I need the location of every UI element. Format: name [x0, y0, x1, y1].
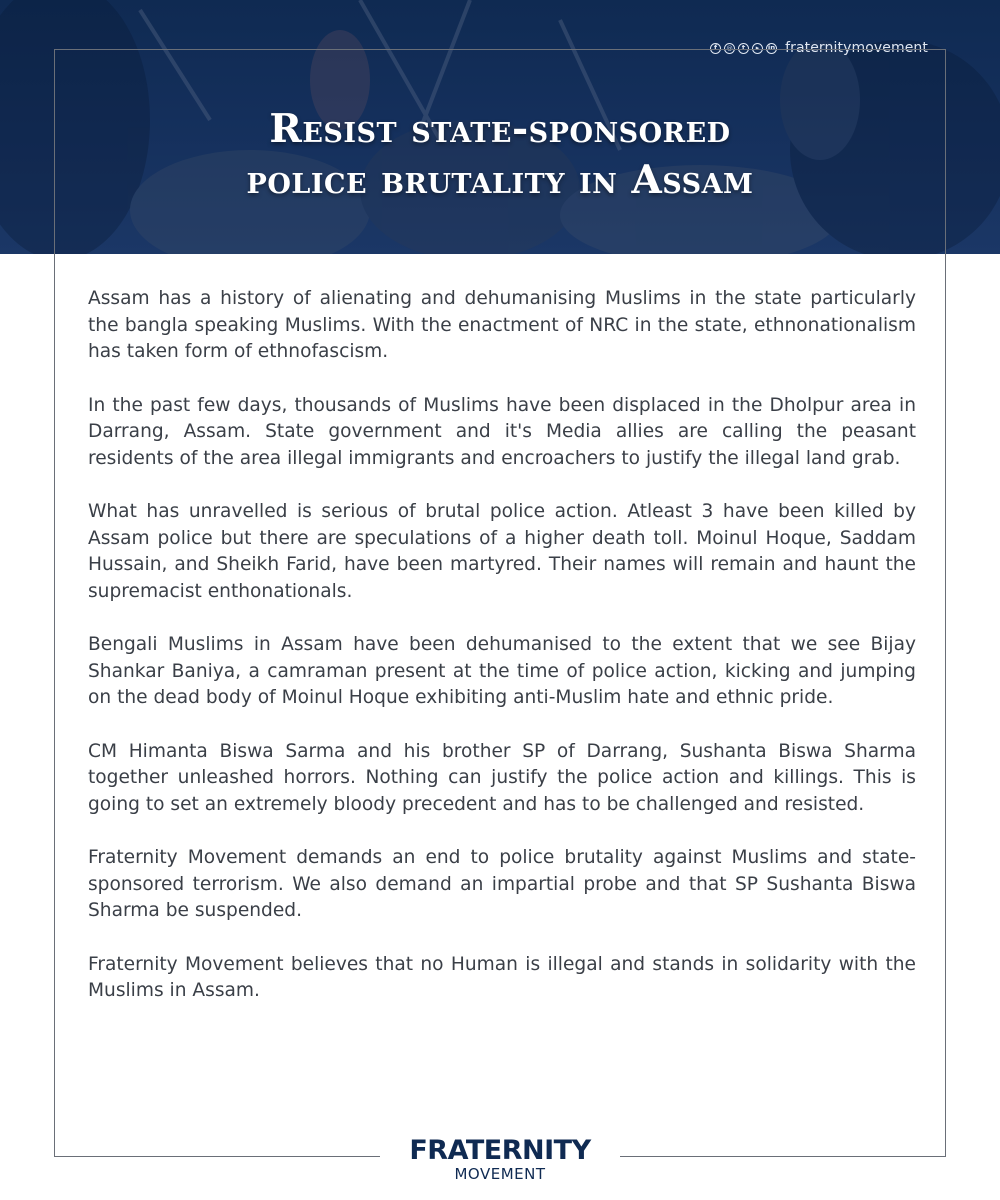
facebook-icon: f — [710, 43, 721, 54]
twitter-icon: t — [738, 43, 749, 54]
title-line-1: Resist state-sponsored — [269, 106, 731, 152]
youtube-icon: ▸ — [752, 43, 763, 54]
paragraph-6: Fraternity Movement demands an end to police brutality against Muslims and state-sponsored terrorism. We also demand an impartial probe and that SP Sushanta Biswa Sharma be suspended. — [88, 847, 916, 921]
social-handle: fraternitymovement — [785, 40, 928, 56]
paragraph-5: CM Himanta Biswa Sarma and his brother SP of Darrang, Sushanta Biswa Sharma together unleashed horrors. Nothing can justify the police action and killings. This is going to set an extremely bloody precedent and has to be challenged and resisted. — [88, 740, 916, 815]
title-line-2: police brutality in Assam — [246, 157, 754, 203]
paragraph-1: Assam has a history of alienating and dehumanising Muslims in the state particularly the bangla speaking Muslims. With the enactment of NRC in the state, ethnonationalism has taken form of ethnofascism. — [88, 288, 916, 362]
instagram-icon: ◎ — [724, 43, 735, 54]
paragraph-4: Bengali Muslims in Assam have been dehumanised to the extent that we see Bijay Shankar Baniya, a camraman present at the time of police action, kicking and jumping on the dead body of Moinul Hoque exhibiting anti-Muslim hate and ethnic pride. — [88, 634, 916, 708]
social-bar — [710, 38, 928, 58]
statement-body — [88, 286, 916, 1032]
linkedin-icon: in — [767, 43, 776, 52]
fraternity-movement-logo — [380, 1136, 620, 1188]
logo-line-1: FRATERNITY — [409, 1135, 591, 1166]
header-banner — [0, 0, 1000, 254]
paragraph-7: Fraternity Movement believes that no Human is illegal and stands in solidarity with the Muslims in Assam. — [88, 953, 916, 1001]
logo-line-2: MOVEMENT — [454, 1165, 546, 1183]
paragraph-2: In the past few days, thousands of Muslims have been displaced in the Dholpur area in Darrang, Assam. State government and it's Media allies are calling the peasant residents of the area illegal immigrants and encroachers to justify the illegal land grab. — [88, 394, 916, 469]
page-title — [0, 104, 1000, 206]
paragraph-3: What has unravelled is serious of brutal police action. Atleast 3 have been killed by Assam police but there are speculations of a higher death toll. Moinul Hoque, Saddam Hussain, and Sheikh Farid, have been martyred. Their names will remain and haunt the supremacist enthonationals. — [88, 501, 916, 602]
